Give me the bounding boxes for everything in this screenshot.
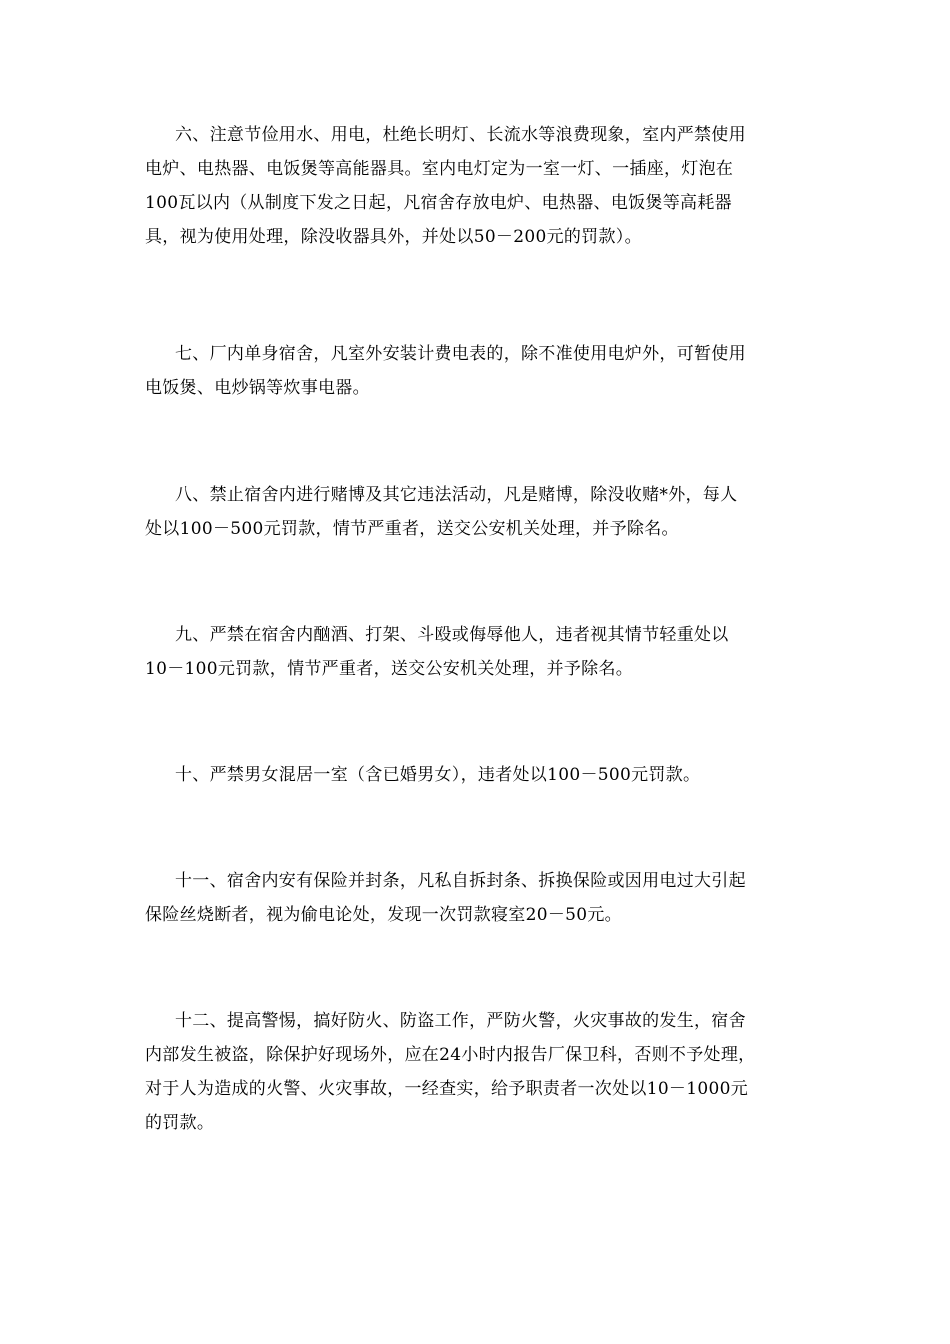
paragraph-line: 十一、宿舍内安有保险并封条，凡私自拆封条、拆换保险或因用电过大引起 [175,871,746,891]
paragraph-line: 七、厂内单身宿舍，凡室外安装计费电表的，除不准使用电炉外，可暂使用 [175,344,746,364]
paragraph-line: 100瓦以内（从制度下发之日起，凡宿舍存放电炉、电热器、电饭煲等高耗器 [145,193,732,213]
paragraph-rule-8 [145,478,807,546]
paragraph-line: 八、禁止宿舍内进行赌博及其它违法活动，凡是赌博，除没收赌*外，每人 [175,485,738,505]
paragraph-rule-10 [145,758,807,792]
paragraph-line: 处以100－500元罚款，情节严重者，送交公安机关处理，并予除名。 [145,519,679,539]
paragraph-line: 的罚款。 [145,1113,215,1133]
paragraph-rule-7 [145,337,807,405]
paragraph-line: 九、严禁在宿舍内酗酒、打架、斗殴或侮辱他人，违者视其情节轻重处以 [175,625,729,645]
paragraph-line: 10－100元罚款，情节严重者，送交公安机关处理，并予除名。 [145,659,634,679]
paragraph-line: 十、严禁男女混居一室（含已婚男女），违者处以100－500元罚款。 [175,765,701,785]
paragraph-line: 保险丝烧断者，视为偷电论处，发现一次罚款寝室20－50元。 [145,905,622,925]
paragraph-rule-6 [145,118,807,254]
paragraph-line: 电炉、电热器、电饭煲等高能器具。室内电灯定为一室一灯、一插座，灯泡在 [145,159,734,179]
paragraph-line: 具，视为使用处理，除没收器具外，并处以50－200元的罚款）。 [145,227,642,247]
paragraph-line: 对于人为造成的火警、火灾事故，一经查实，给予职责者一次处以10－1000元 [145,1079,748,1099]
paragraph-line: 电饭煲、电炒锅等炊事电器。 [145,378,370,398]
paragraph-rule-12 [145,1004,807,1140]
paragraph-rule-11 [145,864,807,932]
paragraph-line: 六、注意节俭用水、用电，杜绝长明灯、长流水等浪费现象，室内严禁使用 [175,125,746,145]
paragraph-line: 十二、提高警惕，搞好防火、防盗工作，严防火警，火灾事故的发生，宿舍 [175,1011,746,1031]
paragraph-line: 内部发生被盗，除保护好现场外，应在24小时内报告厂保卫科，否则不予处理， [145,1045,756,1065]
paragraph-rule-9 [145,618,807,686]
